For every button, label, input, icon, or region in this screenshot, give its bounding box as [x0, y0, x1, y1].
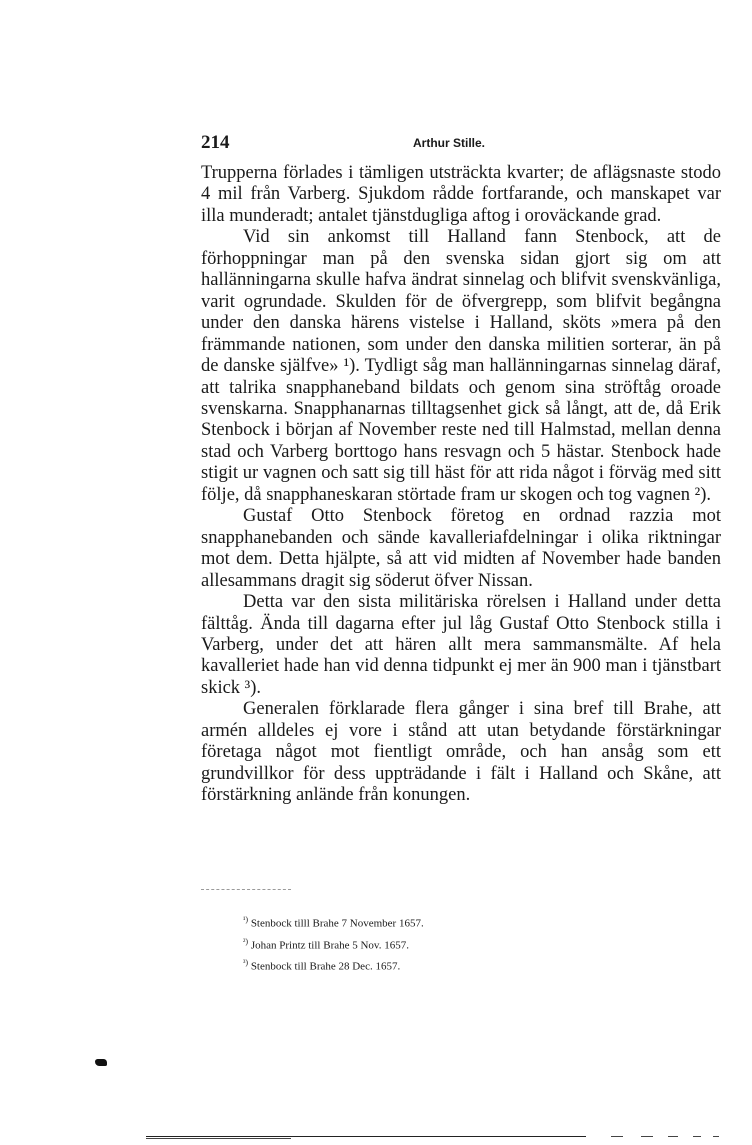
paragraph: Trupperna förlades i tämligen utsträckta kvarter; de aflägsnaste stodo 4 mil från Varberg. Sjukdom rådde fortfarande, och manskapet var illa munderadt; antalet tjänstdugliga aftog i oroväckande grad. [201, 163, 721, 226]
footnotes [243, 911, 643, 976]
scan-dash [611, 1136, 623, 1137]
bottom-rule [146, 1136, 586, 1137]
paragraph: Gustaf Otto Stenbock företog en ordnad razzia mot snapphanebanden och sände kavalleriafdelningar i olika riktningar mot dem. Detta hjälpte, så att vid midten af November hade banden allesammans dragit sig söderut öfver Nissan. [201, 506, 721, 591]
footnote-mark: ²) [243, 936, 249, 946]
paragraph: Detta var den sista militäriska rörelsen i Halland under detta fälttåg. Ända till dagarna efter jul låg Gustaf Otto Stenbock stilla i Varberg, under det att hären allt mera sammansmälte. Af hela kavalleriet hade han vid denna tidpunkt ej mer än 900 man i tjänstbart skick ³). [201, 592, 721, 698]
footnote-separator [201, 889, 291, 890]
ink-blot [95, 1059, 107, 1066]
footnote-mark: ¹) [243, 915, 249, 924]
footnote-text: Stenbock tilll Brahe 7 November 1657. [250, 917, 424, 930]
scan-dash [641, 1136, 653, 1137]
footnote [243, 954, 643, 976]
footnote [243, 933, 643, 955]
body-text [201, 163, 721, 807]
footnote-mark: ³) [243, 958, 249, 968]
running-head: Arthur Stille. [413, 136, 486, 150]
page-number: 214 [201, 132, 230, 153]
footnote [243, 911, 643, 933]
paragraph: Generalen förklarade flera gånger i sina bref till Brahe, att armén alldeles ej vore i stånd att utan betydande förstärkningar företaga något mot fientligt område, och han ansåg som ett grundvillkor för dess uppträdande i fält i Halland och Skåne, att förstärkning anlände från konungen. [201, 699, 721, 806]
footnote-text: Johan Printz till Brahe 5 Nov. 1657. [250, 939, 409, 952]
footnote-text: Stenbock till Brahe 28 Dec. 1657. [250, 960, 401, 973]
scan-dash [713, 1136, 719, 1137]
scan-dash [693, 1136, 701, 1137]
paragraph: Vid sin ankomst till Halland fann Stenbock, att de förhoppningar man på den svenska sidan gjort sig om att hallänningarna skulle hafva ändrat sinnelag och blifvit svenskvänliga, varit ogrundade. Skulden för de öfvergrepp, som blifvit begångna under den danska härens vistelse i Halland, sköts »mera på den främmande nationen, som under den danska militien sorterar, än på de danske själfve» ¹). Tydligt såg man hallänningarnas sinnelag däraf, att talrika snapphaneband bildats och genom sina ströftåg oroade svenskarna. Snapphanarnas tilltagsenhet gick så långt, att de, då Erik Stenbock i början af November reste ned till Halmstad, mellan denna stad och Varberg borttogo hans resvagn och 5 hästar. Stenbock hade stigit ur vagnen och satt sig till häst för att rida något i förväg med sitt följe, då snapphaneskaran störtade fram ur skogen och tog vagnen ²). [201, 227, 721, 505]
bottom-rule-short [146, 1138, 291, 1139]
scan-dash [668, 1136, 678, 1137]
page-header [201, 132, 721, 156]
